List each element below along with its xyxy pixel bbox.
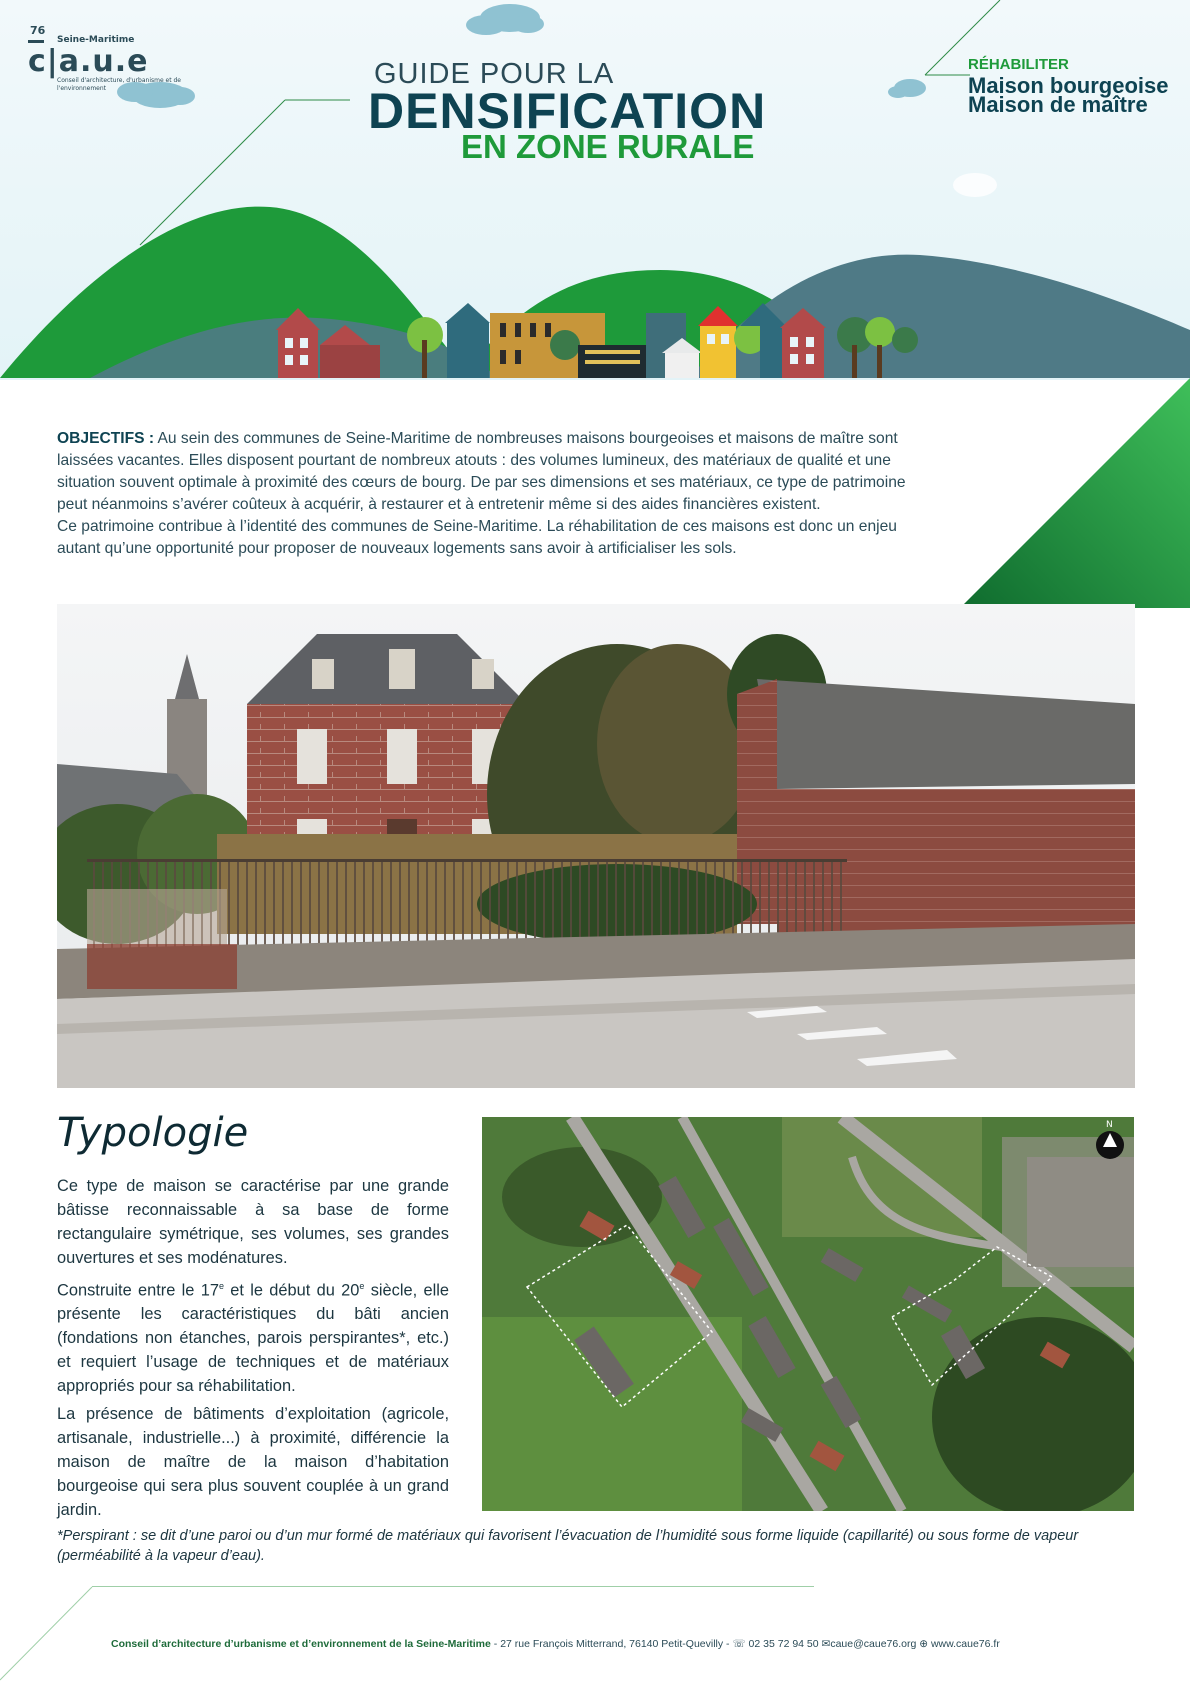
section-title-1: Maison bourgeoise bbox=[968, 73, 1169, 98]
footer-org: Conseil d’architecture d’urbanisme et d’environnement de la Seine-Maritime bbox=[111, 1638, 491, 1650]
objectives-paragraph bbox=[57, 428, 937, 560]
typology-title: Typologie bbox=[57, 1110, 249, 1156]
section-kicker: RÉHABILITER bbox=[968, 56, 1069, 73]
phone-icon: ☏ bbox=[732, 1638, 749, 1650]
footer-website[interactable]: www.caue76.fr bbox=[930, 1638, 1000, 1650]
house-photo bbox=[57, 604, 1135, 1088]
mail-icon: ✉ bbox=[821, 1638, 831, 1650]
typology-paragraph-1: Ce type de maison se caractérise par une grande bâtisse reconnaissable à sa base de forme rectangulaire symétrique, ses volumes, ses grandes ouvertures et ses modénatures. bbox=[57, 1177, 449, 1267]
footer-address: - 27 rue François Mitterrand, 76140 Petit-Quevilly - bbox=[490, 1638, 733, 1650]
globe-icon: ⊕ bbox=[919, 1638, 931, 1650]
north-label: N bbox=[1106, 1120, 1113, 1130]
cloud-icon bbox=[953, 173, 997, 197]
title-line-1: GUIDE POUR LA bbox=[374, 58, 615, 90]
logo-bar bbox=[28, 40, 44, 43]
superscript: e bbox=[218, 1281, 224, 1291]
logo-subtitle: Conseil d'architecture, d'urbanisme et de l'environnement bbox=[57, 77, 182, 92]
objectives-label: OBJECTIFS : bbox=[57, 430, 155, 447]
typology-text: Construite entre le 17 bbox=[57, 1281, 219, 1300]
caue-logo: c|a.u.e bbox=[28, 44, 149, 79]
objectives-text-1: Au sein des communes de Seine-Maritime de nombreuses maisons bourgeoises et maisons de maître sont laissées vacantes. Elles disposent pourtant de nombreux atouts : des volumes lumineux, des matériaux de qualité et une situation souvent optimale à proximité des cœurs de bourg. De par ses dimensions et ses matériaux, ce type de patrimoine peut néanmoins s’avérer coûteux à acquérir, à restaurer et à entretenir même si des aides financières existent. bbox=[57, 430, 906, 513]
typology-text: et le début du 20 bbox=[223, 1281, 360, 1300]
cloud-icon bbox=[466, 4, 544, 35]
footer bbox=[111, 1638, 1171, 1650]
title-line-3: EN ZONE RURALE bbox=[461, 128, 755, 165]
typology-paragraph-3: La présence de bâtiments d’exploitation (agricole, artisanale, industrielle...) à proximité, différencie la maison de maître de la maison d’habitation bourgeoise qui sera plus souvent couplée à un grand jardin. bbox=[57, 1405, 449, 1519]
section-title-2: Maison de maître bbox=[968, 92, 1148, 117]
typology-text: siècle, elle présente les caractéristiques du bâti ancien (fondations non étanches, parois perspirantes*, etc.) et requiert l’usage de techniques et de matériaux appropriés pour sa réhabilitation. bbox=[57, 1281, 449, 1396]
footnote: *Perspirant : se dit d’une paroi ou d’un mur formé de matériaux qui favorisent l’évacuation de l’humidité sous forme liquide (capillarité) ou sous forme de vapeur (perméabilité à la vapeur d’eau). bbox=[57, 1528, 1079, 1564]
objectives-text-2: Ce patrimoine contribue à l’identité des communes de Seine-Maritime. La réhabilitation de ces maisons est donc un enjeu autant qu’une opportunité pour proposer de nouveaux logements sans avoir à artificialiser les sols. bbox=[57, 518, 897, 557]
logo-region: Seine-Maritime bbox=[57, 35, 135, 45]
north-arrow-icon bbox=[1096, 1131, 1124, 1159]
footer-phone: 02 35 72 94 50 bbox=[748, 1638, 819, 1650]
footer-divider bbox=[92, 1586, 814, 1587]
aerial-map bbox=[482, 1117, 1134, 1511]
superscript: e bbox=[359, 1281, 365, 1291]
typology-paragraph-2 bbox=[57, 1274, 449, 1398]
cloud-icon bbox=[888, 79, 926, 98]
title-line-2: DENSIFICATION bbox=[368, 83, 767, 139]
footer-decor-lines bbox=[0, 1585, 100, 1685]
logo-department-number: 76 bbox=[30, 24, 46, 37]
footer-email[interactable]: caue@caue76.org bbox=[830, 1638, 917, 1650]
green-corner-decor bbox=[960, 378, 1190, 608]
